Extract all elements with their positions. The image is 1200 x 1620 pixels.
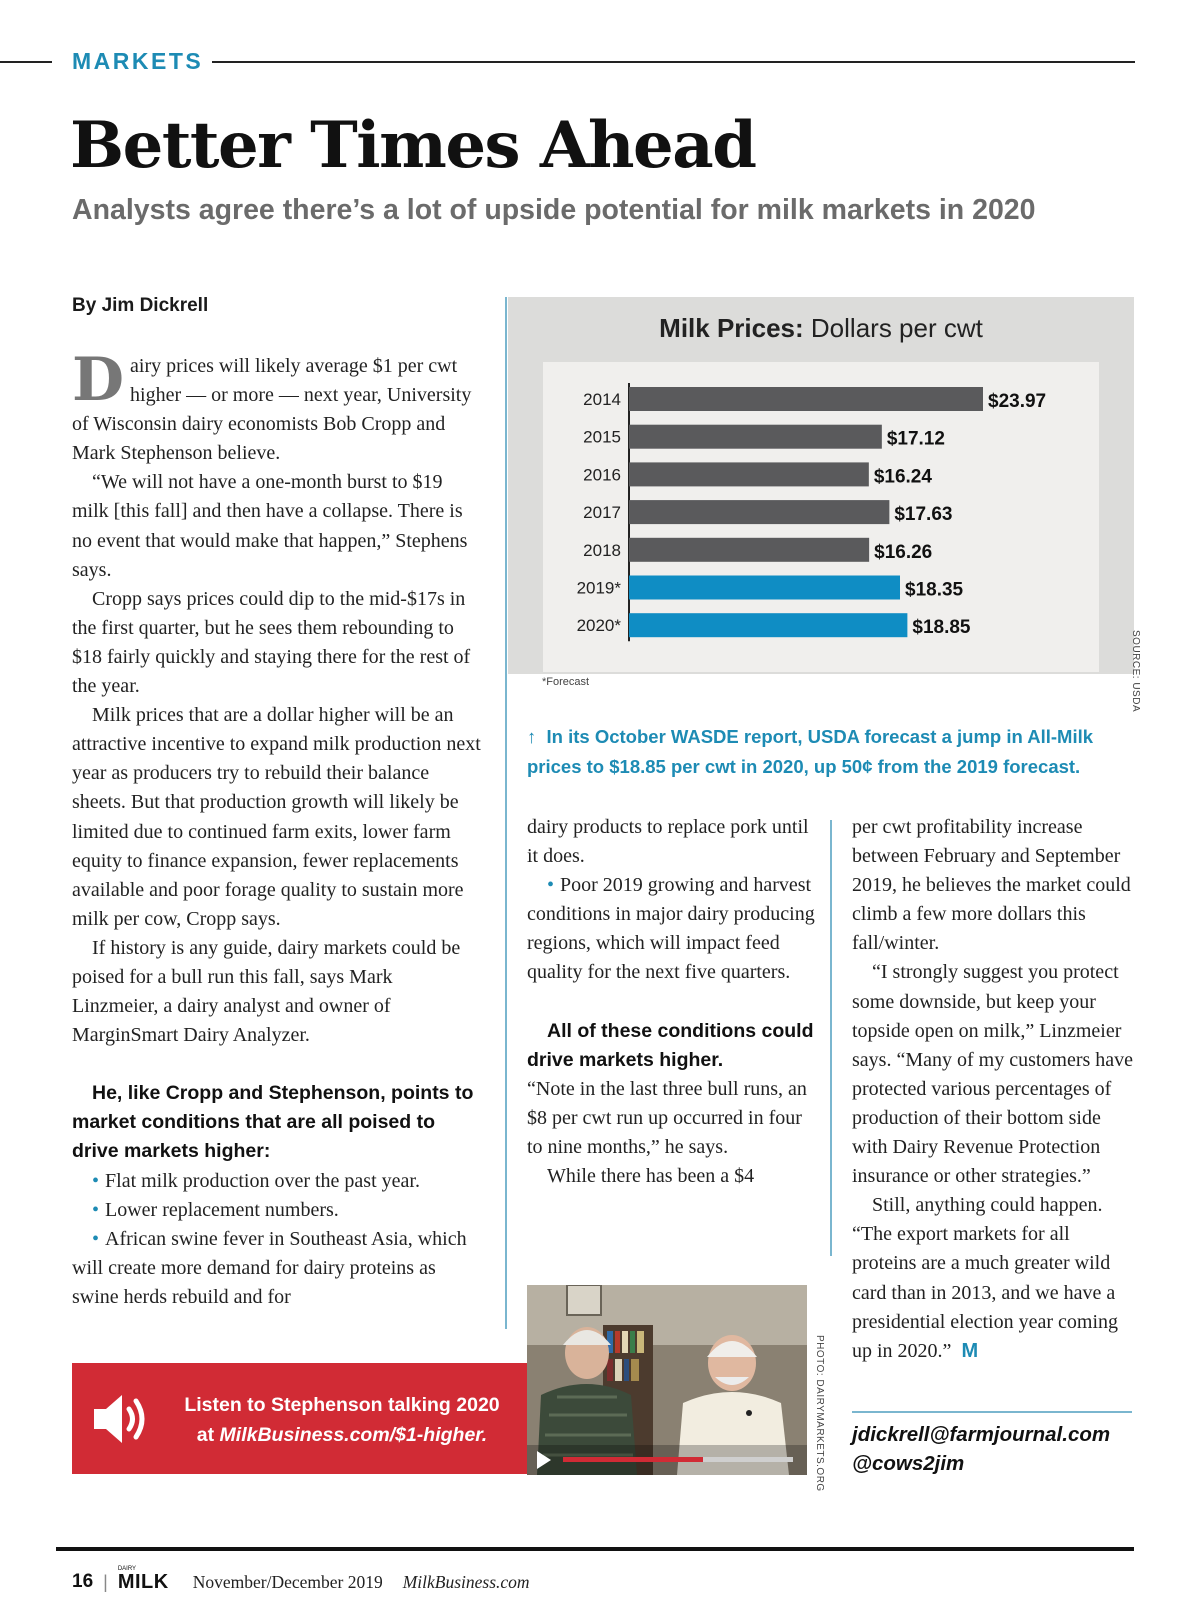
milk-logo: DAIRY MILK [117,1565,169,1593]
chart-svg [543,362,1099,672]
chart-subtitle: Dollars per cwt [810,313,983,343]
video-credit: PHOTO: DAIRYMARKETS.ORG [814,1335,825,1492]
paragraph: Dairy prices will likely average $1 per cwt higher — or more — next year, University of Wisconsin dairy economists Bob Cropp and Mark Stephenson believe. [72,345,472,465]
audio-link[interactable]: MilkBusiness.com/$1-higher. [219,1424,488,1446]
category-label: 2014 [583,390,621,409]
arrow-up-icon: ↑ [527,726,537,747]
section-rule-right [212,61,1135,63]
chart-caption: ↑ In its October WASDE report, USDA forecast a jump in All-Milk prices to $18.85 per cwt in 2020, up 50¢ from the 2019 forecast. [527,726,1094,777]
milk-prices-chart [508,297,1134,674]
paragraph: dairy products to replace pork until it does. [527,816,809,868]
article-column-3 [852,813,1137,1366]
footer-separator: | [103,1571,108,1592]
paragraph: Still, anything could happen. “The export markets for all proteins are a much greater wild card than in 2013, and we have a presidential election year coming up in 2020.” M [852,1194,1119,1362]
chart-plot-area [543,362,1099,672]
chart-title: Milk Prices: Dollars per cwt [659,313,983,343]
paragraph: per cwt profitability increase between February and September 2019, he believes the market could climb a few more dollars this fall/winter. [852,816,1131,955]
headline: Better Times Ahead [70,108,756,183]
video-thumbnail [527,1285,807,1475]
end-mark-icon: M [961,1339,979,1362]
bar-2017 [629,500,889,524]
paragraph: Milk prices that are a dollar higher will be an attractive incentive to expand milk production next year as producers try to rebuild their balance sheets. But that production growth will likely be limited due to continued farm exits, lower farm equity to finance expansion, fewer replacements available and poor forage quality to sustain more milk per cow, Cropp says. [72,704,481,930]
paragraph: While there has been a $4 [547,1165,755,1188]
author-email-link[interactable]: jdickrell@farmjournal.com [852,1423,1111,1446]
author-twitter-link[interactable]: @cows2jim [852,1452,965,1475]
speaker-icon [92,1391,152,1447]
bar-2020 [629,613,907,637]
article-column-2 [527,813,822,1191]
video-player[interactable] [527,1285,807,1475]
audio-banner[interactable] [72,1363,527,1474]
paragraph: Cropp says prices could dip to the mid-$17s in the first quarter, but he sees them rebounding to $18 fairly quickly and staying there for the rest of the year. [72,587,471,698]
footer-rule [56,1547,1134,1551]
byline: By Jim Dickrell [72,295,209,316]
bullet-item: • African swine fever in Southeast Asia, which will create more demand for dairy proteins as swine herds rebuild and for [72,1225,482,1312]
bar-2014 [629,387,983,411]
article-column-1 [72,345,482,1312]
issue-date: November/December 2019 [192,1571,383,1592]
section-rule-left [0,61,52,63]
page-number: 16 [72,1571,94,1592]
contact-rule [852,1411,1132,1413]
bullet-item: • Lower replacement numbers. [72,1196,482,1225]
category-label: 2018 [583,540,621,560]
category-label: 2020* [576,616,621,636]
lead-in: He, like Cropp and Stephenson, points to market conditions that are all poised to drive markets higher: [72,1082,474,1163]
bullet-item: • Flat milk production over the past year. [72,1167,482,1196]
value-label: $17.63 [894,504,953,526]
category-label: 2016 [583,465,621,485]
value-label: $16.26 [874,541,933,563]
category-label: 2019* [576,578,621,598]
subhead: Analysts agree there’s a lot of upside potential for milk markets in 2020 [72,194,1036,226]
paragraph: If history is any guide, dairy markets could be poised for a bull run this fall, says Mark Linzmeier, a dairy analyst and owner of MarginSmart Dairy Analyzer. [72,936,461,1047]
drop-cap: D [72,345,125,415]
paragraph: “Note in the last three bull runs, an $8 per cwt run up occurred in four to nine months,” he says. [527,1077,807,1158]
category-label: 2015 [583,427,621,447]
audio-text: Listen to Stephenson talking 2020 at MilkBusiness.com/$1-higher. [184,1394,500,1446]
bar-2015 [629,425,882,449]
site-url[interactable]: MilkBusiness.com [402,1571,530,1592]
value-label: $18.85 [912,617,971,639]
value-label: $16.24 [873,466,932,488]
category-label: 2017 [583,503,621,523]
lead-in: All of these conditions could drive markets higher. [527,1019,814,1071]
author-contact [852,1420,1110,1478]
value-label: $23.97 [988,391,1047,412]
value-label: $18.35 [905,579,964,601]
chart-footnote: *Forecast [542,676,590,688]
section-label: MARKETS [72,48,204,74]
paragraph: “I strongly suggest you protect some downside, but keep your topside open on milk,” Linzmeier says. “Many of my customers have protected various percentages of production of their bottom side with Dairy Revenue Protection insurance or other strategies.” [852,961,1134,1188]
page-footer [72,1567,530,1597]
bar-2016 [629,462,869,486]
column-divider [505,297,507,1329]
bar-2019 [629,576,900,600]
value-label: $17.12 [886,428,945,450]
bar-2018 [629,538,869,562]
chart-source: SOURCE: USDA [1130,630,1141,713]
bullet-item: • Poor 2019 growing and harvest conditions in major dairy producing regions, which will impact feed quality for the next five quarters. [527,871,822,987]
paragraph: “We will not have a one-month burst to $19 milk [this fall] and then have a collapse. There is no event that would make that happen,” Stephens says. [72,471,468,581]
column-divider [830,820,832,1256]
